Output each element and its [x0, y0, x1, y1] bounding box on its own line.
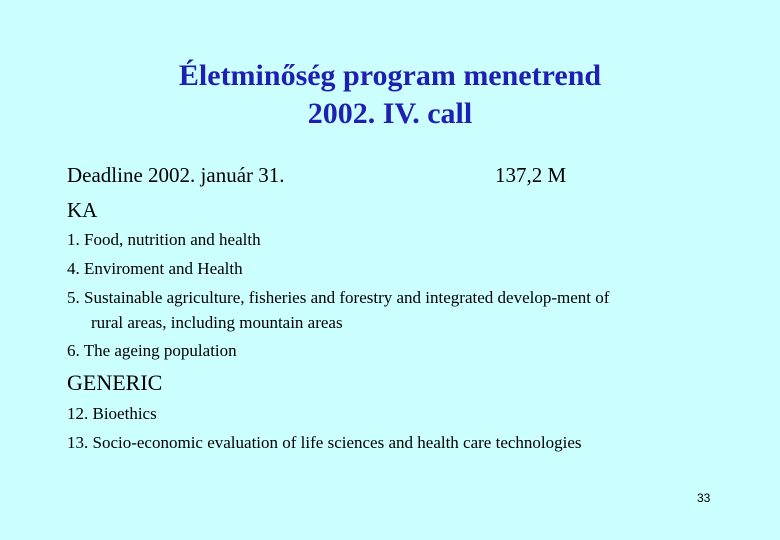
list-item-bioethics: 12. Bioethics	[67, 404, 157, 423]
page-number: 33	[697, 491, 711, 505]
list-item-ageing: 6. The ageing population	[67, 341, 237, 360]
generic-heading: GENERIC	[67, 370, 163, 395]
list-item-environment: 4. Enviroment and Health	[67, 259, 243, 278]
list-item-agriculture: 5. Sustainable agriculture, fisheries and forestry and integrated develop-ment of	[67, 288, 610, 307]
ka-heading: KA	[67, 198, 98, 222]
list-item-food: 1. Food, nutrition and health	[67, 230, 261, 249]
list-item-socio-economic: 13. Socio-economic evaluation of life sciences and health care technologies	[67, 433, 582, 452]
slide-title-line-2: 2002. IV. call	[307, 97, 473, 130]
deadline-text: Deadline 2002. január 31.	[67, 163, 285, 187]
budget-amount: 137,2 M	[495, 163, 567, 187]
slide-title-line-1: Életminőség program menetrend	[178, 59, 602, 92]
list-item-agriculture-cont: rural areas, including mountain areas	[91, 313, 343, 332]
